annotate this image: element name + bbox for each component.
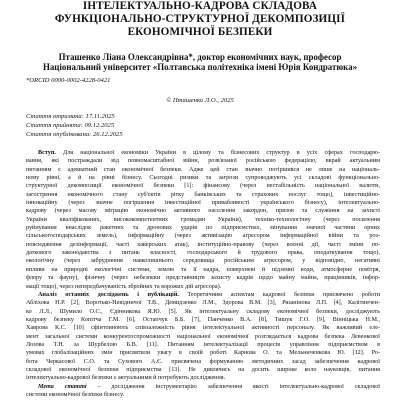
body-text-segment: системи економічної безпеки бізнесу. (26, 391, 124, 398)
body-text-segment: – дослідження інструментарію забезпечення якості інтелектуально-кадрової складової (86, 383, 380, 390)
body-text-segment: структурної декомпозиції економічної безпеки [1]: фінансову (через нестабільність національної валюти, (26, 183, 380, 190)
body-line (26, 283, 380, 291)
title-line: ФУНКЦІОНАЛЬНО-СТРУКТУРНОЇ ДЕКОМПОЗИЦІЇ (54, 13, 346, 26)
body-text-segment: Теоретичним аспектам кадрової безпеки присвячено роботи (178, 291, 380, 298)
body-line (26, 308, 380, 316)
section-heading: Вступ. (38, 150, 56, 156)
body-text-segment: складової економічної безпеки підприємства [13]. Не дивлячись на досить широке коло науковців, питання (26, 366, 380, 373)
body-text-segment: вання, які постраждали від повномасштабної війни, розв'язаної російською федерацією, вкрай актуальним (26, 158, 380, 165)
body-text-segment: руйнування внаслідок ракетних та дронових ударів по підприємствах, мінування значної частини орних (26, 225, 380, 232)
body-text-segment: даткового законодавства з питань власності, господарського й трудового права, оподаткування тощо), (26, 250, 380, 257)
body-text-segment: Для національної економіки України в цілому та бізнесових структур в усіх сферах господарю- (55, 150, 380, 156)
body-line (26, 374, 380, 382)
body-line (26, 366, 380, 374)
body-line (26, 182, 380, 190)
body-line (26, 383, 380, 391)
body-line (26, 166, 380, 174)
body-text-segment: мації тощо), через непередбачуваність збройних та ворожих дій агресора). (26, 283, 222, 290)
body-text-segment: Лозова Т.Н. за Шурбелою Б.В. [11]. Питанням інтелектуалізації процесів управління підприємством в (26, 341, 380, 348)
body-text-segment: ному рівні, а й на рівні бізнесу. Сьогодні ризики та загрози супроводжують усі складові функціонально- (26, 175, 380, 182)
section-heading: Мета статті (38, 383, 87, 390)
body-line (26, 232, 380, 240)
section-heading: Аналіз останніх досліджень і публікацій. (38, 291, 179, 298)
copyright-notice: © Пташенко Л.О., 2025 (166, 97, 234, 104)
body-line (26, 257, 380, 265)
body-line (26, 216, 380, 224)
body-line (26, 341, 380, 349)
body-line (26, 207, 380, 215)
body-line (26, 266, 380, 274)
body-line (26, 241, 380, 249)
body-text-segment: повсюдження дезінформації, часті хакерських атак), інституційно-правову (через воєнні дії, часті зміни по- (26, 241, 380, 248)
date-published: Стаття опублікована: 26.12.2025 (26, 131, 123, 138)
body-text-segment: України кваліфікованих, висококомпетентних громадян України), техніко-технологічну (через посилення (26, 216, 380, 223)
date-received: Стаття отримана: 17.11.2025 (26, 113, 115, 120)
body-text-segment: Хаврова К.С. [10] сфінтоиноють співзалежність рівня інтелектуальної активності персоналу. Як важливий еле- (26, 325, 380, 332)
body-line (26, 174, 380, 182)
body-line (26, 291, 380, 299)
body-line (26, 324, 380, 332)
body-text-segment: ко Л.Л., Шумило О.С., Єдінникова Я.Ю. [5]. Як інтелектуальну складову економічної безпеки, досліджують (26, 308, 380, 315)
body-text-segment: флору та фауну), фізичну (через небезпеки представництв захисту кадрів щодо майну майна, працівників, інфор- (26, 275, 380, 282)
body-line (26, 349, 380, 357)
body-text-segment: бота Черкасової С.О. та Сухового А.Є. присвячена формуванню методичних засад забезпечення кадрової (26, 358, 380, 365)
body-text-segment: кадрову безпеку Копітча Г.М. [6], Остапчук Б.Б. [7], Панченко В.А. [8], Тишук Г.О. [9], Вінніцька Н.М., (26, 316, 380, 323)
body-line (26, 249, 380, 257)
body-text-segment: мент загальної системи конкурентоспроможності національної економічної розглядається кадрова безпека Левенкової (26, 333, 380, 340)
body-line (26, 157, 380, 165)
body-text-segment: екологічну (через забруднення навколишнього середовища російським агресором, у відповідно, негативні (26, 258, 380, 265)
author-block (15, 52, 385, 73)
body-text-segment: впливи на природні екологічні системи, землю та її надра, поверхневі й підземні води, атмосферне повітря, (26, 266, 380, 273)
body-line (26, 199, 380, 207)
body-text-segment: інноваційну (через значне погіршення інвестиційної привабливості українського бізнесу), інтелектуально- (26, 200, 380, 207)
author-name-line: Пташенко Ліана Олександрівна*, доктор економічних наук, професор (58, 52, 342, 62)
body-line (26, 333, 380, 341)
article-dates (26, 112, 123, 139)
body-text-segment: загострення економічного стану суб'єктів рітку банківських та страхових послуг тощо), інвестиційно- (26, 191, 380, 198)
body-line (26, 299, 380, 307)
body-text-segment: інтелектуально-кадрової безпеки є актуальними й потребують дослідження. (26, 375, 226, 382)
orcid-id: *ORCID 0000-0002-4228-0421 (26, 77, 111, 84)
body-line (26, 224, 380, 232)
body-line (26, 149, 380, 157)
body-line (26, 358, 380, 366)
body-line (26, 391, 380, 399)
body-text-segment: сільськогосподарських земель), інформаційну (через активізацію агресором інформаційної війни та роз- (26, 233, 380, 240)
body-line (26, 191, 380, 199)
article-title (20, 0, 380, 40)
body-line (26, 274, 380, 282)
body-text-segment: умовах глобалізаційних змін присвятили увагу в своїй роботі Карнова О. та Мельниченкова Ю. [12]. Ро- (26, 350, 380, 357)
body-text-segment: питанням є адекватний стан економічної безпеки. Адже цей стан значно погіршився не лише на національ- (26, 166, 380, 173)
title-line: ЕКОНОМІЧНОЇ БЕЗПЕКИ (127, 26, 273, 39)
date-accepted: Стаття прийнята: 09.12.2025 (26, 122, 115, 129)
title-line: ІНТЕЛЕКТУАЛЬНО-КАДРОВА СКЛАДОВА (82, 0, 318, 12)
article-body (26, 149, 380, 399)
body-line (26, 316, 380, 324)
author-affiliation-line: Національний університет «Полтавська політехніка імені Юрія Кондратюка» (42, 62, 358, 73)
body-text-segment: кадрову (через масову міграцію економічно активного населення закордон, призов та служіння на захисті (26, 208, 380, 215)
body-text-segment: Абліхова Н.Р. [2], Воротько-Невідничої Т.В., Демидзенко Л.М., Здорова В.М. [3], Рязанінова Л.П. [4], Калітинчен- (26, 300, 380, 307)
